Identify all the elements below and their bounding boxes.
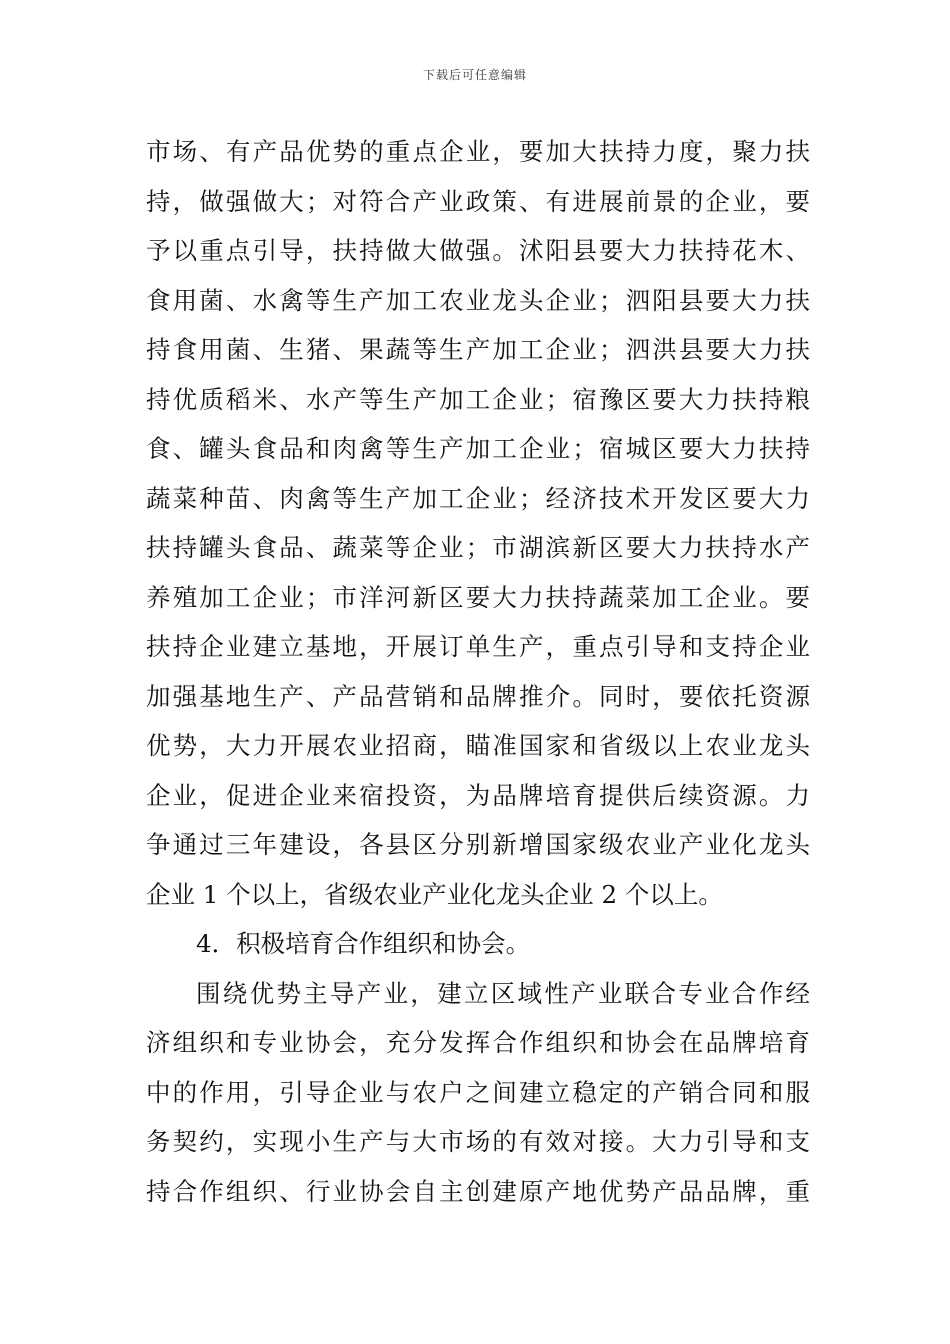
- text-line: 养殖加工企业；市洋河新区要大力扶持蔬菜加工企业。要: [146, 582, 810, 612]
- text-line: 持合作组织、行业协会自主创建原产地优势产品品牌，重: [146, 1176, 810, 1206]
- text-line: 市场、有产品优势的重点企业，要加大扶持力度，聚力扶: [146, 137, 810, 166]
- text-line: 务契约，实现小生产与大市场的有效对接。大力引导和支: [146, 1127, 810, 1156]
- text-line: 企业 1 个以上，省级农业产业化龙头企业 2 个以上。: [146, 879, 723, 909]
- text-line: 企业，促进企业来宿投资，为品牌培育提供后续资源。力: [146, 780, 810, 810]
- text-line: 予以重点引导，扶持做大做强。沭阳县要大力扶持花木、: [146, 236, 810, 265]
- text-line: 食用菌、水禽等生产加工农业龙头企业；泗阳县要大力扶: [146, 285, 810, 315]
- text-line: 争通过三年建设，各县区分别新增国家级农业产业化龙头: [146, 830, 810, 859]
- text-line: 持食用菌、生猪、果蔬等生产加工企业；泗洪县要大力扶: [146, 335, 810, 364]
- text-line: 食、罐头食品和肉禽等生产加工企业；宿城区要大力扶持: [146, 434, 810, 463]
- text-line: 中的作用，引导企业与农户之间建立稳定的产销合同和服: [146, 1077, 810, 1107]
- text-line: 扶持企业建立基地，开展订单生产，重点引导和支持企业: [146, 632, 810, 661]
- text-line: 扶持罐头食品、蔬菜等企业；市湖滨新区要大力扶持水产: [146, 533, 810, 562]
- body-text: [146, 127, 810, 1216]
- text-line: 持，做强做大；对符合产业政策、有进展前景的企业，要: [146, 186, 810, 216]
- header-note: 下载后可任意编辑: [422, 68, 527, 82]
- text-line: 加强基地生产、产品营销和品牌推介。同时，要依托资源: [146, 681, 810, 711]
- section-heading: 4．积极培育合作组织和协会。: [196, 929, 531, 958]
- text-line: 持优质稻米、水产等生产加工企业；宿豫区要大力扶持粮: [146, 384, 810, 414]
- text-line: 济组织和专业协会，充分发挥合作组织和协会在品牌培育: [146, 1028, 810, 1057]
- text-line: 蔬菜种苗、肉禽等生产加工企业；经济技术开发区要大力: [146, 483, 810, 513]
- text-line: 围绕优势主导产业，建立区域性产业联合专业合作经: [196, 978, 810, 1008]
- text-line: 优势，大力开展农业招商，瞄准国家和省级以上农业龙头: [146, 731, 810, 760]
